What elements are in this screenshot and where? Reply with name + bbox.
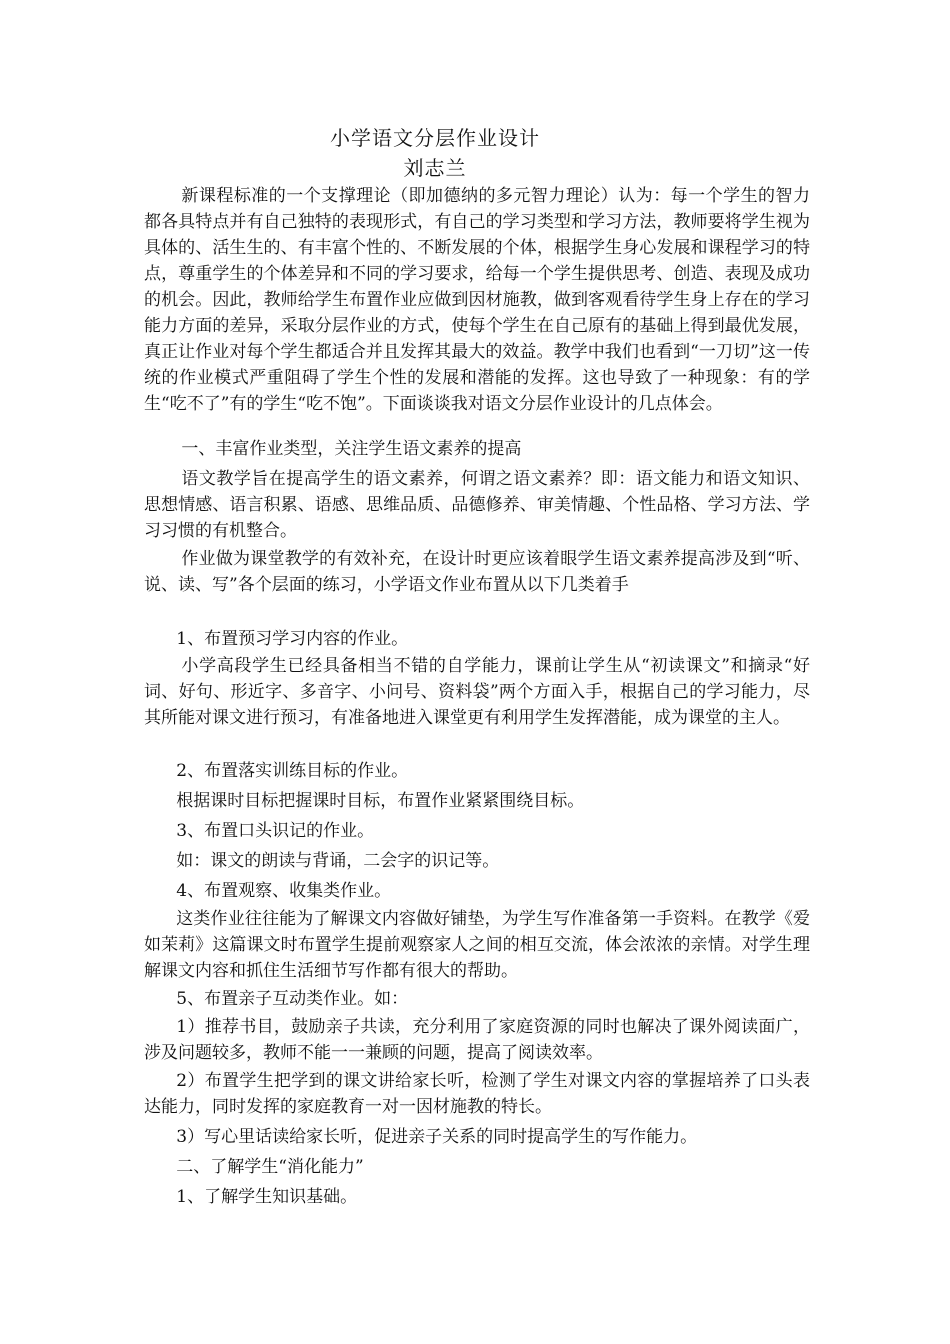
item-heading-knowledge: 1、了解学生知识基础。 <box>176 1187 358 1207</box>
paragraph-targets: 根据课时目标把握课时目标，布置作业紧紧围绕目标。 <box>176 791 585 811</box>
item-heading-5: 5、布置亲子互动类作业。如： <box>176 989 409 1009</box>
section-heading-1: 一、丰富作业类型，关注学生语文素养的提高 <box>181 439 522 459</box>
paragraph-literacy: 语文教学旨在提高学生的语文素养，何谓之语文素养？即：语文能力和语文知识、思想情感、语言积累、语感、思维品质、品德修养、审美情趣、个性品格、学习方法、学习习惯的有机整合。 <box>144 469 810 541</box>
paragraph-preview: 小学高段学生已经具备相当不错的自学能力，课前让学生从“初读课文”和摘录“好词、好句、形近字、多音字、小问号、资料袋”两个方面入手，根据自己的学习能力，尽其所能对课文进行预习，有准备地进入课堂更有利用学生发挥潜能，成为课堂的主人。 <box>144 656 810 728</box>
paragraph-homework-role: 作业做为课堂教学的有效补充，在设计时更应该着眼学生语文素养提高涉及到“听、说、读、写”各个层面的练习，小学语文作业布置从以下几类着手 <box>144 549 810 595</box>
paragraph-observation: 这类作业往往能为了解课文内容做好铺垫，为学生写作准备第一手资料。在教学《爱如茉莉》这篇课文时布置学生提前观察家人之间的相互交流，体会浓浓的亲情。对学生理解课文内容和抓住生活细节写作都有很大的帮助。 <box>144 909 810 981</box>
section-heading-2: 二、了解学生“消化能力” <box>176 1157 364 1177</box>
paragraph-parent-2: 2）布置学生把学到的课文讲给家长听，检测了学生对课文内容的掌握培养了口头表达能力，同时发挥的家庭教育一对一因材施教的特长。 <box>144 1071 810 1117</box>
item-heading-2: 2、布置落实训练目标的作业。 <box>176 761 409 781</box>
paragraph-intro: 新课程标准的一个支撑理论（即加德纳的多元智力理论）认为：每一个学生的智力都各具特点并有自己独特的表现形式，有自己的学习类型和学习方法，教师要将学生视为具体的、活生生的、有丰富个性的、不断发展的个体，根据学生身心发展和课程学习的特点，尊重学生的个体差异和不同的学习要求，给每一个学生提供思考、创造、表现及成功的机会。因此，教师给学生布置作业应做到因材施教，做到客观看待学生身上存在的学习能力方面的差异，采取分层作业的方式，使每个学生在自己原有的基础上得到最优发展，真正让作业对每个学生都适合并且发挥其最大的效益。教学中我们也看到“一刀切”这一传统的作业模式严重阻碍了学生个性的发展和潜能的发挥。这也导致了一种现象：有的学生“吃不了”有的学生“吃不饱”。下面谈谈我对语文分层作业设计的几点体会。 <box>144 186 810 414</box>
paragraph-recitation: 如：课文的朗读与背诵，二会字的识记等。 <box>176 851 500 871</box>
document-author: 刘志兰 <box>403 156 467 180</box>
document-title: 小学语文分层作业设计 <box>330 126 540 150</box>
item-heading-4: 4、布置观察、收集类作业。 <box>176 881 392 901</box>
item-heading-1: 1、布置预习学习内容的作业。 <box>176 629 409 649</box>
paragraph-parent-3: 3）写心里话读给家长听，促进亲子关系的同时提高学生的写作能力。 <box>176 1127 698 1147</box>
item-heading-3: 3、布置口头识记的作业。 <box>176 821 375 841</box>
paragraph-parent-1: 1）推荐书目，鼓励亲子共读，充分利用了家庭资源的同时也解决了课外阅读面广，涉及问题较多，教师不能一一兼顾的问题，提高了阅读效率。 <box>144 1017 810 1063</box>
